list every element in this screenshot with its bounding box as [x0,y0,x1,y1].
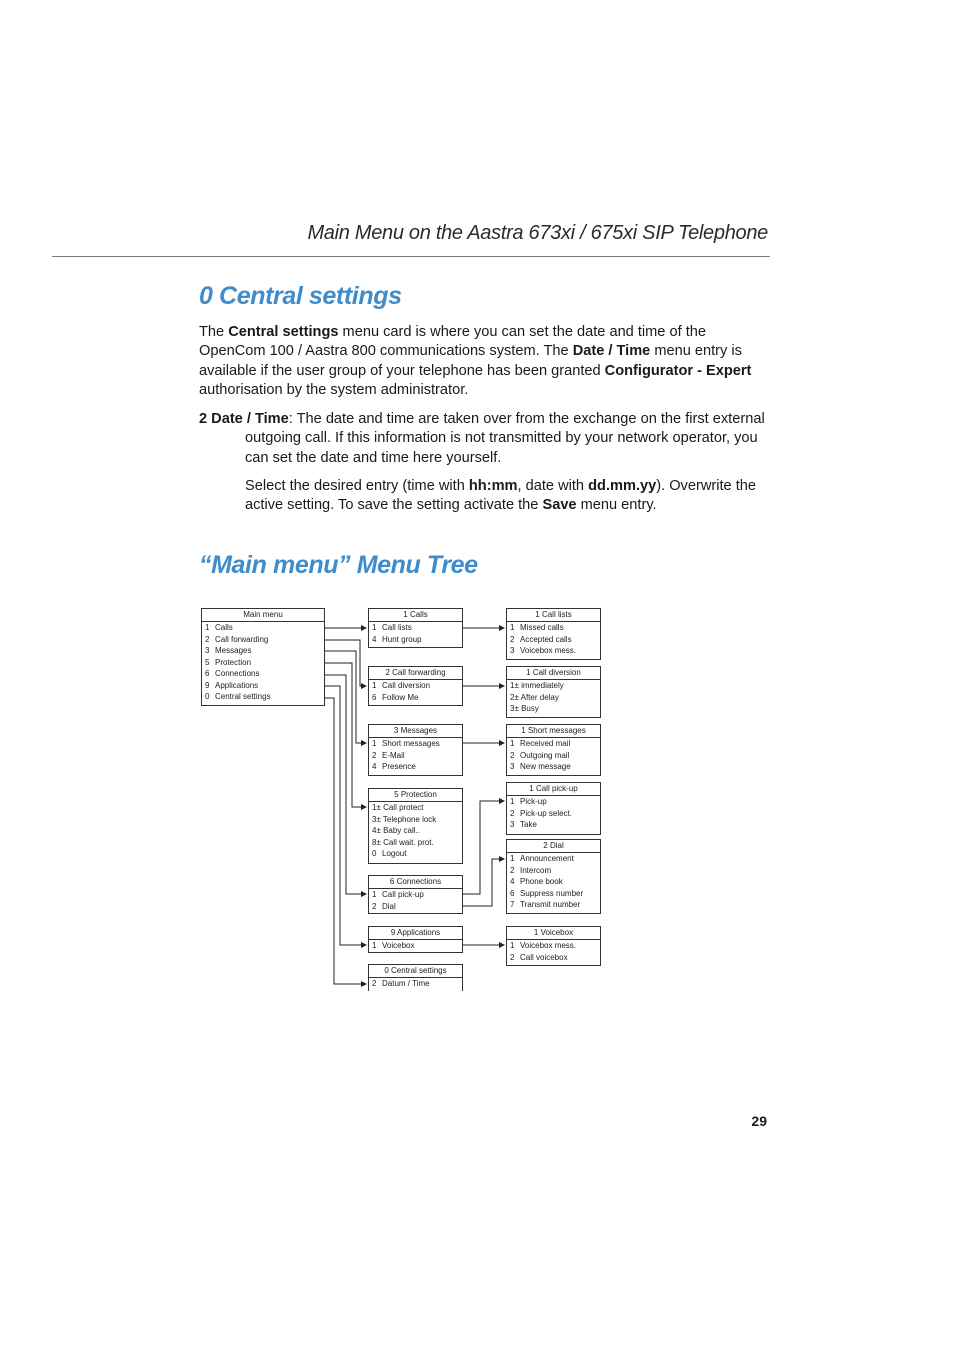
tree-menu-entry [507,865,600,877]
entry-label: Outgoing mail [520,750,570,760]
tree-box-title: 1 Call diversion [507,667,600,680]
entry-number: 3 [205,646,210,655]
entry-number: 3 [510,646,515,655]
tree-box-title: 2 Dial [507,840,600,853]
entry-label: Central settings [215,692,271,701]
tree-box-main-menu [201,608,325,706]
tree-box-call-forwarding [368,666,463,706]
entry-label: 3± Telephone lock [372,814,437,824]
entry-label: Voicebox [382,941,415,950]
entry-label: 3± Busy [510,704,539,713]
running-header: Main Menu on the Aastra 673xi / 675xi SIP Telephone [307,222,768,244]
tree-box-title: 1 Calls [369,609,462,622]
tree-menu-entry [202,668,324,680]
tree-menu-entry [507,692,600,704]
tree-menu-entry [507,899,600,911]
tree-box-call-pick-up [506,782,601,835]
entry-label: Call lists [382,623,412,632]
tree-menu-entry [369,978,462,990]
entry-label: Suppress number [520,888,584,898]
entry-number: 1 [510,941,515,950]
tree-menu-entry [507,796,600,808]
entry-label: Short messages [382,739,440,748]
entry-label: 2± After delay [510,692,559,702]
intro-paragraph: The Central settings menu card is where you can set the date and time of the OpenCom 100 / Aastra 800 communications system. The Date / Time menu entry is available if the user group of your telephone has been granted Configurator - Expert authorisation by the system administrator. [199,324,752,398]
section-heading-central-settings: 0 Central settings [199,282,402,310]
tree-box-title: 9 Applications [369,927,462,940]
tree-menu-entry [507,738,600,750]
entry-label: Messages [215,646,252,655]
entry-number: 6 [510,888,515,898]
tree-box-central-settings [368,964,463,991]
tree-menu-entry [369,761,462,773]
tree-menu-entry [369,680,462,692]
entry-label: Protection [215,657,252,667]
entry-label: Voicebox mess. [520,646,577,655]
entry-number: 1 [372,681,377,690]
tree-menu-entry [507,634,600,646]
tree-box-title: 1 Voicebox [507,927,600,940]
tree-box-title: 1 Call lists [507,609,600,622]
page-number: 29 [751,1113,767,1129]
entry-number: 6 [372,692,377,702]
tree-menu-entry [369,940,462,952]
entry-label: Call pick-up [382,890,424,899]
tree-box-call-lists [506,608,601,660]
entry-label: Presence [382,762,416,771]
entry-label: Pick-up select. [520,808,573,818]
entry-label: Connections [215,669,260,678]
tree-menu-entry [507,876,600,888]
tree-box-title: 1 Short messages [507,725,600,738]
entry-label: Missed calls [520,623,564,632]
entry-label: 1± Call protect [372,803,424,812]
tree-box-title: 1 Call pick-up [507,783,600,796]
tree-menu-entry [369,750,462,762]
entry-number: 3 [510,820,515,829]
tree-menu-entry [507,853,600,865]
tree-box-title: 3 Messages [369,725,462,738]
tree-menu-entry [369,848,462,860]
tree-box-dial [506,839,601,914]
entry-number: 2 [372,750,377,760]
date-time-item: 2 Date / Time: The date and time are taken over from the exchange on the first external outgoing call. If this information is not transmitted by your network operator, you can set the date and time here yourself. [199,411,765,466]
entry-label: Transmit number [520,900,581,909]
tree-menu-entry [202,657,324,669]
tree-box-connections [368,875,463,914]
tree-menu-entry [507,952,600,964]
entry-number: 1 [510,854,515,863]
tree-menu-entry [507,645,600,657]
tree-box-call-diversion [506,666,601,718]
tree-menu-entry [507,680,600,692]
entry-label: 8± Call wait. prot. [372,837,434,847]
tree-menu-entry [202,691,324,703]
tree-menu-entry [507,703,600,715]
tree-menu-entry [369,634,462,646]
entry-label: Follow Me [382,692,419,702]
tree-box-title: 6 Connections [369,876,462,889]
tree-menu-entry [369,901,462,913]
tree-box-title: 0 Central settings [369,965,462,978]
tree-menu-entry [369,825,462,837]
tree-menu-entry [369,738,462,750]
entry-label: Call forwarding [215,634,269,644]
tree-box-short-messages [506,724,601,776]
entry-number: 6 [205,669,210,678]
entry-number: 0 [205,692,210,701]
entry-number: 1 [510,623,515,632]
entry-label: Voicebox mess. [520,941,577,950]
entry-number: 4 [372,634,377,644]
tree-menu-entry [507,808,600,820]
tree-box-title: 2 Call forwarding [369,667,462,680]
entry-label: Pick-up [520,797,547,806]
entry-number: 7 [510,900,515,909]
entry-label: E-Mail [382,750,405,760]
entry-label: Hunt group [382,634,422,644]
tree-menu-entry [202,622,324,634]
entry-label: Call voicebox [520,952,568,962]
entry-number: 2 [510,750,515,760]
tree-menu-entry [507,750,600,762]
tree-menu-entry [507,761,600,773]
entry-label: Dial [382,901,396,911]
tree-menu-entry [507,622,600,634]
tree-menu-entry [369,692,462,704]
tree-menu-entry [202,680,324,692]
tree-box-applications [368,926,463,953]
entry-label: Take [520,820,537,829]
entry-number: 1 [510,739,515,748]
entry-label: Phone book [520,877,563,886]
tree-menu-entry [202,634,324,646]
tree-menu-entry [507,940,600,952]
entry-number: 2 [510,634,515,644]
entry-number: 3 [510,762,515,771]
select-paragraph: Select the desired entry (time with hh:mm, date with dd.mm.yy). Overwrite the active setting. To save the setting activate the Save menu entry. [245,478,756,514]
entry-label: 4± Baby call.. [372,826,420,835]
entry-label: Intercom [520,865,552,875]
tree-menu-entry [202,645,324,657]
entry-number: 0 [372,849,377,858]
entry-number: 5 [205,657,210,667]
tree-menu-entry [369,837,462,849]
tree-menu-entry [507,888,600,900]
entry-number: 2 [372,979,377,988]
entry-label: 1± immediately [510,681,564,690]
entry-number: 2 [510,952,515,962]
tree-menu-entry [369,802,462,814]
tree-box-title: 5 Protection [369,789,462,802]
entry-number: 1 [372,941,377,950]
entry-number: 2 [510,808,515,818]
tree-menu-entry [369,814,462,826]
entry-number: 1 [372,623,377,632]
entry-number: 9 [205,680,210,690]
entry-label: Accepted calls [520,634,572,644]
entry-label: Applications [215,680,259,690]
entry-number: 2 [205,634,210,644]
entry-number: 2 [372,901,377,911]
entry-label: Calls [215,623,233,632]
entry-label: Received mail [520,739,571,748]
section-heading-menu-tree: “Main menu” Menu Tree [199,551,478,579]
entry-number: 2 [510,865,515,875]
tree-box-protection [368,788,463,864]
entry-number: 1 [205,623,210,632]
tree-menu-entry [369,889,462,901]
tree-box-calls [368,608,463,648]
entry-number: 1 [372,739,377,748]
entry-number: 1 [510,797,515,806]
entry-label: Datum / Time [382,979,430,988]
entry-label: Logout [382,849,407,858]
tree-box-title: Main menu [202,609,324,622]
tree-box-voicebox [506,926,601,966]
tree-box-messages [368,724,463,776]
entry-label: Announcement [520,854,574,863]
entry-number: 1 [372,890,377,899]
entry-number: 4 [510,877,515,886]
entry-label: Call diversion [382,681,431,690]
entry-number: 4 [372,762,377,771]
tree-menu-entry [369,622,462,634]
tree-menu-entry [507,819,600,831]
entry-label: New message [520,762,571,771]
